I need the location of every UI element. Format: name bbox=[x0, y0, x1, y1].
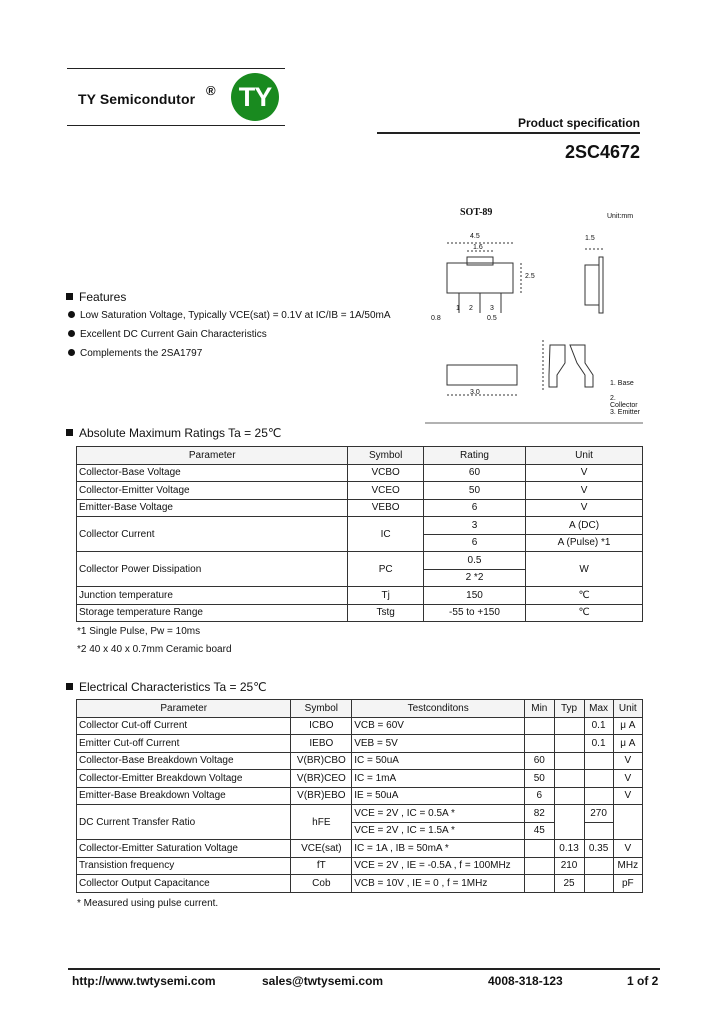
pin-legend-base: 1. Base bbox=[610, 380, 634, 387]
pin-2-label: 2 bbox=[469, 305, 473, 312]
feature-item: Excellent DC Current Gain Characteristics bbox=[68, 329, 267, 340]
header-rule-bottom bbox=[67, 125, 285, 126]
table-row: Storage temperature Range Tstg -55 to +150 ℃ bbox=[77, 604, 643, 622]
table-row: DC Current Transfer Ratio hFE VCE = 2V , IC = 0.5A * 82 270 bbox=[77, 805, 643, 823]
package-unit: Unit:mm bbox=[607, 213, 634, 220]
features-heading: Features bbox=[66, 290, 126, 304]
col-header: Unit bbox=[613, 700, 642, 718]
bullet-icon bbox=[68, 311, 75, 318]
registered-mark: ® bbox=[206, 83, 216, 98]
footer-website-link[interactable]: http://www.twtysemi.com bbox=[72, 974, 216, 988]
bullet-icon bbox=[68, 330, 75, 337]
pin-legend-collector: 2. Collector bbox=[610, 395, 638, 409]
table-row: Collector Power Dissipation PC 0.5 W bbox=[77, 552, 643, 570]
square-bullet-icon bbox=[66, 293, 73, 300]
col-header: Parameter bbox=[77, 700, 291, 718]
header-rule-top bbox=[67, 68, 285, 69]
table-row: Emitter-Base Breakdown Voltage V(BR)EBO IE = 50uA 6 V bbox=[77, 787, 643, 805]
side-view-body bbox=[585, 265, 599, 305]
elec-char-table bbox=[76, 699, 643, 893]
table-row: Collector Current IC 3 A (DC) bbox=[77, 517, 643, 535]
part-number: 2SC4672 bbox=[564, 142, 640, 162]
col-header: Parameter bbox=[77, 447, 348, 465]
col-header: Testconditons bbox=[352, 700, 525, 718]
pin-3-label: 3 bbox=[490, 305, 494, 312]
bullet-icon bbox=[68, 349, 75, 356]
dim-label-bottom: 3.0 bbox=[470, 389, 480, 396]
table-row: Junction temperature Tj 150 ℃ bbox=[77, 587, 643, 605]
page-number: 1 of 2 bbox=[627, 974, 659, 988]
col-header: Symbol bbox=[291, 700, 352, 718]
footprint-pad-right bbox=[570, 345, 593, 387]
table-row: VCE = 2V , IC = 1.5A * 45 bbox=[77, 822, 643, 840]
side-view-lead bbox=[599, 257, 603, 313]
table-row: Collector Output Capacitance Cob VCB = 10V , IE = 0 , f = 1MHz 25 pF bbox=[77, 875, 643, 893]
footnote-2: *2 40 x 40 x 0.7mm Ceramic board bbox=[77, 644, 232, 655]
company-logo: TY bbox=[231, 73, 279, 121]
table-row: Collector-Emitter Saturation Voltage VCE(sat) IC = 1A , IB = 50mA * 0.13 0.35 V bbox=[77, 840, 643, 858]
col-header: Rating bbox=[423, 447, 525, 465]
table-row: Emitter Cut-off Current IEBO VEB = 5V 0.1 μ A bbox=[77, 735, 643, 753]
table-row: Collector-Base Breakdown Voltage V(BR)CBO IC = 50uA 60 V bbox=[77, 752, 643, 770]
col-header: Min bbox=[525, 700, 554, 718]
package-body bbox=[447, 263, 513, 293]
table-row: Transistion frequency fT VCE = 2V , IE = -0.5A , f = 100MHz 210 MHz bbox=[77, 857, 643, 875]
table-row: 6 A (Pulse) *1 bbox=[77, 534, 643, 552]
dim-label-pitch: 0.5 bbox=[487, 315, 497, 322]
table-row: Collector-Base Voltage VCBO 60 V bbox=[77, 464, 643, 482]
dim-label-tab: 1.6 bbox=[473, 244, 483, 251]
product-specification-label: Product specification bbox=[517, 116, 640, 130]
company-name: TY Semicondutor bbox=[78, 91, 196, 107]
elec-char-heading: Electrical Characteristics Ta = 25℃ bbox=[66, 680, 267, 694]
col-header: Unit bbox=[526, 447, 643, 465]
footer-rule bbox=[68, 968, 660, 970]
table-row: 2 *2 bbox=[77, 569, 643, 587]
square-bullet-icon bbox=[66, 683, 73, 690]
package-name: SOT-89 bbox=[460, 207, 493, 218]
table-row: Emitter-Base Voltage VEBO 6 V bbox=[77, 499, 643, 517]
bottom-view-body bbox=[447, 365, 517, 385]
table-header-row bbox=[77, 447, 643, 465]
table-row: Collector-Emitter Breakdown Voltage V(BR)CEO IC = 1mA 50 V bbox=[77, 770, 643, 788]
package-tab bbox=[467, 257, 493, 265]
pin-legend-emitter: 3. Emitter bbox=[610, 409, 640, 416]
dim-label-side: 1.5 bbox=[585, 235, 595, 242]
col-header: Typ bbox=[554, 700, 584, 718]
footer-email-link[interactable]: sales@twtysemi.com bbox=[262, 974, 384, 988]
dim-label-width: 4.5 bbox=[470, 233, 480, 240]
square-bullet-icon bbox=[66, 429, 73, 436]
col-header: Symbol bbox=[348, 447, 423, 465]
footer-phone: 4008-318-123 bbox=[488, 974, 563, 988]
pulse-note: * Measured using pulse current. bbox=[77, 898, 219, 909]
table-row: Collector Cut-off Current ICBO VCB = 60V 0.1 μ A bbox=[77, 717, 643, 735]
abs-max-heading: Absolute Maximum Ratings Ta = 25℃ bbox=[66, 426, 281, 440]
package-outline-svg bbox=[425, 205, 645, 425]
feature-item: Complements the 2SA1797 bbox=[68, 348, 202, 359]
dim-label-height: 2.5 bbox=[525, 273, 535, 280]
col-header: Max bbox=[584, 700, 613, 718]
abs-max-table bbox=[76, 446, 643, 622]
feature-item: Low Saturation Voltage, Typically VCE(sat) = 0.1V at IC/IB = 1A/50mA bbox=[68, 310, 391, 321]
package-drawing bbox=[425, 205, 645, 425]
table-row: Collector-Emitter Voltage VCEO 50 V bbox=[77, 482, 643, 500]
pin-1-label: 1 bbox=[456, 305, 460, 312]
dim-label-lead: 0.8 bbox=[431, 315, 441, 322]
footnote-1: *1 Single Pulse, Pw = 10ms bbox=[77, 626, 201, 637]
footprint-pad-left bbox=[549, 345, 565, 387]
spec-rule bbox=[377, 132, 640, 134]
table-header-row bbox=[77, 700, 643, 718]
